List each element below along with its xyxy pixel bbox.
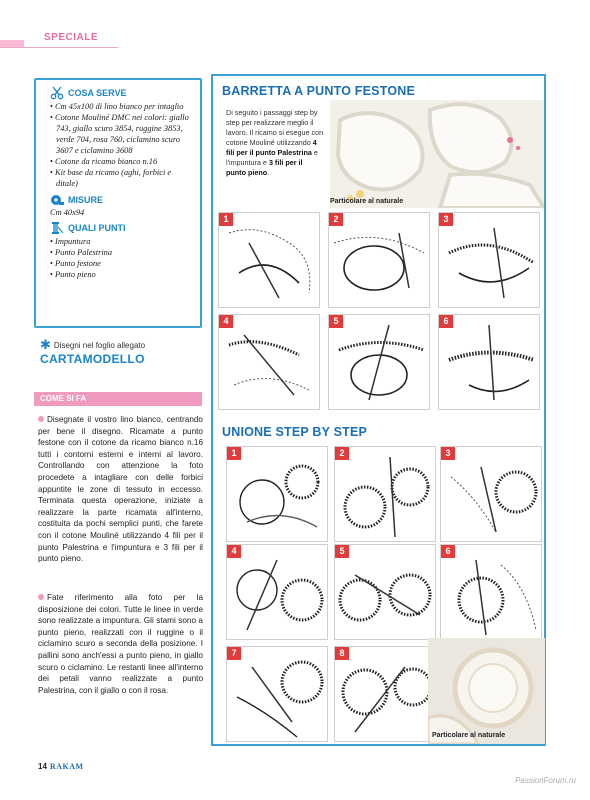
barretta-step-5 (328, 314, 430, 410)
unione-step-8 (334, 646, 436, 742)
step-number: 7 (227, 647, 241, 660)
cosa-serve-title: COSA SERVE (68, 88, 127, 98)
photo-caption-bottom: Particolare al naturale (432, 732, 506, 739)
step-illustration (441, 545, 543, 641)
list-item: • Punto Palestrina (50, 247, 192, 258)
cartamodello-block (40, 337, 205, 366)
page-number: 14 (38, 762, 47, 771)
step-number: 4 (219, 315, 233, 328)
barretta-title: BARRETTA A PUNTO FESTONE (222, 84, 416, 98)
step-illustration (335, 647, 437, 743)
step-number: 2 (335, 447, 349, 460)
asterisk-icon: ✱ (40, 337, 51, 352)
list-item: • Cotone da ricamo bianco n.16 (50, 156, 192, 167)
step-number: 5 (335, 545, 349, 558)
list-item: • Cm 45x100 di lino bianco per intaglio (50, 101, 192, 112)
step-number: 3 (439, 213, 453, 226)
unione-step-2 (334, 446, 436, 542)
list-item: • Impuntura (50, 236, 192, 247)
list-item: • Kit base da ricamo (aghi, forbici e ditale) (50, 167, 192, 189)
cosa-serve-list (50, 101, 192, 189)
quali-punti-header (50, 221, 192, 235)
come-si-fa-bar (34, 392, 202, 406)
step-number: 1 (227, 447, 241, 460)
lace-photo-image (330, 100, 544, 208)
materials-box (34, 78, 202, 328)
barretta-step-1 (218, 212, 320, 308)
magazine-name: RAKAM (50, 762, 84, 771)
step-number: 4 (227, 545, 241, 558)
step-illustration (219, 315, 321, 411)
barretta-step-2 (328, 212, 430, 308)
barretta-step-6 (438, 314, 540, 410)
come-si-fa-title: COME SI FA (40, 394, 87, 403)
unione-step-1 (226, 446, 328, 542)
step-number: 3 (441, 447, 455, 460)
unione-step-7 (226, 646, 328, 742)
step-illustration (439, 315, 541, 411)
detail-photo-bottom (428, 638, 545, 744)
thread-spool-icon (50, 221, 64, 235)
instructions-paragraph-1: Disegnate il vostro lino bianco, centrando per bene il disegno. Ricamate a punto festone con il cotone da ricamo bianco n.16 tutti i contorni esterni e interni al lavoro. Controllando con attenzione la foto procedete a intagliare con delle forbici appuntite le zone di tessuto in eccesso. Terminata questa operazione, iniziate a realizzare la parte ricamata all'interno, costituita da pochi semplici punti, che farete con il cotone Mouliné utilizzando 4 fili per il punto Palestrina e l'impuntura e 3 fili per il punto pieno. (38, 415, 203, 564)
step-illustration (329, 213, 431, 309)
quali-punti-title: QUALI PUNTI (68, 223, 126, 233)
step-illustration (329, 315, 431, 411)
cartamodello-title: CARTAMODELLO (40, 352, 145, 366)
unione-title: UNIONE STEP BY STEP (222, 425, 368, 439)
unione-step-4 (226, 544, 328, 640)
tape-measure-icon (50, 193, 64, 207)
section-tag-label: SPECIALE (44, 32, 99, 43)
misure-title: MISURE (68, 195, 104, 205)
step-number: 1 (219, 213, 233, 226)
instructions-paragraph-2: Fate riferimento alla foto per la disposizione dei colori. Tutte le linee in verde sono realizzate a impuntura. Gli stami sono a punto pieno, realizzati con il ruggine o il ciclamino scuro a seconda della posizione. I pallini sono anch'essi a punto pieno, in giallo scuro o ciclamino. Le restanti linee all'interno dei petali vanno realizzate a punto Palestrina, con il giallo o con il rosa. (38, 593, 203, 695)
cartamodello-note: Disegni nel foglio allegato (53, 340, 146, 350)
list-item: • Cotone Mouliné DMC nei colori: giallo 743, giallo scuro 3854, ruggine 3853, verde 704, rosa 760, ciclamino scuro 3607 e ciclamino 3608 (50, 112, 192, 156)
step-illustration (439, 213, 541, 309)
quali-punti-list (50, 236, 192, 280)
scissors-icon (50, 86, 64, 100)
step-illustration (335, 447, 437, 543)
step-illustration (227, 447, 329, 543)
step-illustration (227, 545, 329, 641)
step-number: 6 (441, 545, 455, 558)
misure-value: Cm 40x94 (50, 208, 85, 217)
barretta-step-4 (218, 314, 320, 410)
step-illustration (335, 545, 437, 641)
section-tag (0, 28, 118, 48)
unione-step-5 (334, 544, 436, 640)
step-illustration (219, 213, 321, 309)
barretta-step-3 (438, 212, 540, 308)
pink-bullet-icon (38, 594, 44, 600)
lace-photo-image (428, 638, 545, 744)
unione-step-6 (440, 544, 542, 640)
step-number: 5 (329, 315, 343, 328)
step-illustration (441, 447, 543, 543)
list-item: • Punto pieno (50, 269, 192, 280)
photo-caption-top: Particolare al naturale (330, 198, 404, 205)
misure-header (50, 193, 192, 207)
detail-photo-top (330, 100, 544, 208)
barretta-intro: Di seguito i passaggi step by step per realizzare meglio il lavoro. Il ricamo si esegue con cotone Mouliné utilizzando 4 fili per il punto Palestrina e l'impuntura e 3 fili per il punto pieno. (226, 108, 324, 177)
step-number: 2 (329, 213, 343, 226)
step-number: 6 (439, 315, 453, 328)
pink-bullet-icon (38, 416, 44, 422)
step-number: 8 (335, 647, 349, 660)
list-item: • Punto festone (50, 258, 192, 269)
step-illustration (227, 647, 329, 743)
watermark: PassionForum.ru (515, 776, 576, 785)
unione-step-3 (440, 446, 542, 542)
cosa-serve-header (50, 86, 192, 100)
